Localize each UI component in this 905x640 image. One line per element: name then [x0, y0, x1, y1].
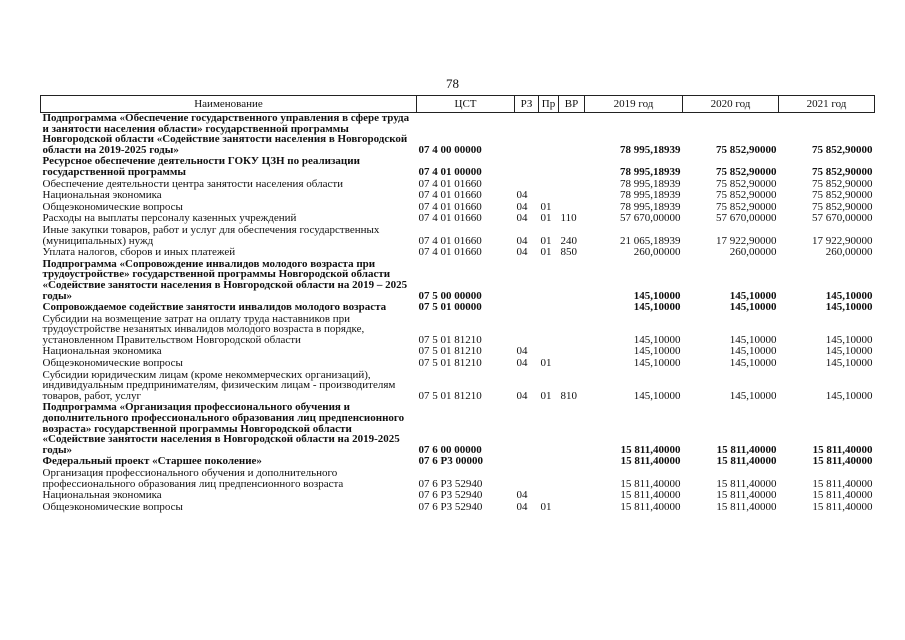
cell-2020: 145,10000: [729, 389, 777, 402]
cell-rz: [515, 156, 539, 178]
cell-pr: 01: [540, 357, 552, 370]
cell-rz: 04: [516, 212, 528, 225]
table-row: [41, 370, 875, 403]
header-name: Наименование: [41, 96, 417, 113]
cell-rz: 04: [516, 345, 528, 358]
cell-2020: 17 922,90000: [716, 234, 777, 247]
cell-pr: 01: [540, 212, 552, 225]
header-row: [41, 96, 875, 113]
cell-2021: 15 811,40000: [812, 477, 873, 490]
cell-pr: 01: [540, 200, 552, 213]
cell-2021: 75 852,90000: [812, 189, 873, 202]
cell-2020: 145,10000: [729, 333, 777, 346]
budget-table: [40, 95, 875, 513]
cell-name: Национальная экономика: [42, 489, 162, 502]
cell-cst: 07 4 01 01660: [418, 234, 482, 247]
cell-2020: 75 852,90000: [716, 177, 777, 190]
cell-2020: 15 811,40000: [716, 500, 777, 513]
cell-pr: [539, 456, 559, 468]
cell-2021: 15 811,40000: [812, 500, 873, 513]
cell-cst: 07 6 P3 00000: [418, 455, 483, 468]
cell-cst: 07 4 01 00000: [418, 165, 482, 178]
cell-cst: 07 5 01 81210: [418, 333, 482, 346]
cell-name: Сопровождаемое содействие занятости инвалидов молодого возраста: [42, 301, 387, 314]
cell-pr: [539, 179, 559, 191]
cell-cst: 07 6 P3 52940: [418, 477, 483, 490]
cell-vr: [559, 179, 585, 191]
cell-name: Организация профессионального обучения и дополнительного профессионального образования лиц предпенсионного возраста: [42, 467, 344, 490]
cell-vr: [559, 346, 585, 358]
cell-2019: 145,10000: [633, 301, 681, 314]
cell-2021: 145,10000: [825, 301, 873, 314]
cell-2019: 145,10000: [633, 345, 681, 358]
cell-2019: 15 811,40000: [620, 489, 681, 502]
cell-pr: [539, 314, 559, 347]
cell-vr: 850: [560, 246, 577, 259]
cell-rz: [515, 302, 539, 314]
cell-name: Подпрограмма «Организация профессионального обучения и дополнительного профессионального образования лиц предпенсионного возраста» государственной программы Новгородской области «Содействие занятости населения в Новгородской области на 2019-2025 годы»: [42, 401, 405, 456]
cell-2020: 145,10000: [729, 289, 777, 302]
cell-vr: [559, 456, 585, 468]
cell-rz: 04: [516, 234, 528, 247]
cell-rz: [515, 113, 539, 157]
cell-2019: 15 811,40000: [620, 477, 681, 490]
cell-name: Общеэкономические вопросы: [42, 500, 183, 513]
cell-name: Подпрограмма «Сопровождение инвалидов молодого возраста при трудоустройстве» государственной программы Новгородской области «Содействие занятости населения в Новгородской области на 2019 – 2025 годы»: [42, 257, 408, 302]
table-row: [41, 402, 875, 456]
cell-name: Национальная экономика: [42, 189, 162, 202]
cell-2020: 75 852,90000: [716, 165, 777, 178]
cell-vr: [559, 156, 585, 178]
cell-rz: 04: [516, 189, 528, 202]
cell-2021: 75 852,90000: [812, 177, 873, 190]
cell-cst: 07 5 01 81210: [418, 357, 482, 370]
cell-2021: 145,10000: [825, 289, 873, 302]
cell-vr: [559, 259, 585, 302]
cell-2019: 145,10000: [633, 389, 681, 402]
table-row: [41, 113, 875, 157]
table-row: [41, 190, 875, 202]
cell-pr: [539, 402, 559, 456]
cell-rz: 04: [516, 246, 528, 259]
cell-cst: 07 4 01 01660: [418, 200, 482, 213]
cell-name: Субсидии юридическим лицам (кроме некоммерческих организаций), индивидуальным предпринимателям, физическим лицам - производителям товаров, работ, услуг: [42, 368, 396, 402]
cell-pr: 01: [540, 389, 552, 402]
cell-pr: [539, 302, 559, 314]
cell-cst: 07 4 01 01660: [418, 246, 482, 259]
cell-rz: [515, 259, 539, 302]
cell-2019: 78 995,18939: [620, 165, 681, 178]
cell-name: Национальная экономика: [42, 345, 162, 358]
cell-2019: 21 065,18939: [620, 234, 681, 247]
cell-2019: 145,10000: [633, 357, 681, 370]
cell-2019: 145,10000: [633, 289, 681, 302]
cell-cst: 07 4 01 01660: [418, 189, 482, 202]
header-cst: ЦСТ: [417, 96, 515, 113]
cell-vr: 810: [560, 389, 577, 402]
cell-rz: [515, 314, 539, 347]
cell-2021: 15 811,40000: [812, 455, 873, 468]
cell-2021: 75 852,90000: [812, 143, 873, 156]
table-row: [41, 302, 875, 314]
table-row: [41, 225, 875, 247]
cell-rz: 04: [516, 200, 528, 213]
cell-rz: 04: [516, 389, 528, 402]
cell-2019: 15 811,40000: [620, 455, 681, 468]
cell-2021: 145,10000: [825, 333, 873, 346]
cell-vr: 110: [560, 212, 577, 225]
cell-cst: 07 5 01 81210: [418, 345, 482, 358]
cell-cst: 07 6 P3 52940: [418, 489, 483, 502]
cell-2019: 15 811,40000: [620, 443, 681, 456]
table-row: [41, 468, 875, 490]
cell-2021: 145,10000: [825, 357, 873, 370]
table-row: [41, 156, 875, 178]
cell-2019: 78 995,18939: [620, 189, 681, 202]
cell-rz: 04: [516, 500, 528, 513]
cell-name: Субсидии на возмещение затрат на оплату труда наставников при трудоустройстве незанятых инвалидов молодого возраста в порядке, установленном Правительством Новгородской области: [42, 312, 365, 346]
cell-2020: 75 852,90000: [716, 143, 777, 156]
table-body: [41, 113, 875, 514]
cell-rz: 04: [516, 357, 528, 370]
cell-2019: 57 670,00000: [620, 212, 681, 225]
cell-pr: [539, 259, 559, 302]
cell-2021: 260,00000: [825, 246, 873, 259]
cell-2019: 78 995,18939: [620, 200, 681, 213]
header-rz: РЗ: [515, 96, 539, 113]
cell-2020: 75 852,90000: [716, 200, 777, 213]
cell-rz: 04: [516, 489, 528, 502]
cell-cst: 07 4 00 00000: [418, 143, 482, 156]
cell-vr: [559, 468, 585, 490]
cell-name: Ресурсное обеспечение деятельности ГОКУ ЦЗН по реализации государственной программы: [42, 155, 360, 178]
cell-rz: [515, 402, 539, 456]
cell-2021: 15 811,40000: [812, 443, 873, 456]
table-row: [41, 247, 875, 259]
cell-2019: 78 995,18939: [620, 143, 681, 156]
cell-vr: [559, 302, 585, 314]
cell-vr: [559, 402, 585, 456]
cell-2021: 57 670,00000: [812, 212, 873, 225]
cell-name: Расходы на выплаты персоналу казенных учреждений: [42, 212, 297, 225]
cell-vr: [559, 190, 585, 202]
cell-pr: 01: [540, 234, 552, 247]
table-row: [41, 358, 875, 370]
header-2019: 2019 год: [585, 96, 683, 113]
page-number: 78: [446, 76, 459, 91]
cell-2020: 75 852,90000: [716, 189, 777, 202]
cell-2021: 145,10000: [825, 345, 873, 358]
cell-2020: 15 811,40000: [716, 443, 777, 456]
cell-pr: [539, 113, 559, 157]
header-vr: ВР: [559, 96, 585, 113]
cell-cst: 07 6 00 00000: [418, 443, 482, 456]
cell-2020: 15 811,40000: [716, 489, 777, 502]
table-row: [41, 259, 875, 302]
cell-name: Общеэкономические вопросы: [42, 200, 183, 213]
cell-2021: 75 852,90000: [812, 165, 873, 178]
cell-2019: 260,00000: [633, 246, 681, 259]
cell-vr: 240: [560, 234, 577, 247]
header-2020: 2020 год: [683, 96, 779, 113]
cell-pr: [539, 156, 559, 178]
cell-2021: 17 922,90000: [812, 234, 873, 247]
cell-2020: 15 811,40000: [716, 455, 777, 468]
cell-pr: 01: [540, 500, 552, 513]
cell-rz: [515, 468, 539, 490]
cell-2020: 145,10000: [729, 301, 777, 314]
cell-name: Иные закупки товаров, работ и услуг для обеспечения государственных (муниципальных) нужд: [42, 223, 380, 247]
cell-2020: 260,00000: [729, 246, 777, 259]
cell-2020: 145,10000: [729, 345, 777, 358]
cell-2021: 145,10000: [825, 389, 873, 402]
cell-cst: 07 5 01 81210: [418, 389, 482, 402]
cell-vr: [559, 490, 585, 502]
cell-rz: [515, 456, 539, 468]
cell-2020: 57 670,00000: [716, 212, 777, 225]
cell-pr: [539, 190, 559, 202]
table-row: [41, 502, 875, 514]
cell-2019: 15 811,40000: [620, 500, 681, 513]
cell-2020: 15 811,40000: [716, 477, 777, 490]
cell-2019: 78 995,18939: [620, 177, 681, 190]
cell-pr: [539, 468, 559, 490]
cell-cst: 07 4 01 01660: [418, 212, 482, 225]
cell-name: Подпрограмма «Обеспечение государственного управления в сфере труда и занятости населения области» государственной программы Новгородской области «Содействие занятости населения в Новгородской области на 2019-2025 годы»: [42, 112, 410, 156]
header-2021: 2021 год: [779, 96, 875, 113]
cell-vr: [559, 314, 585, 347]
cell-cst: 07 4 01 01660: [418, 177, 482, 190]
cell-vr: [559, 113, 585, 157]
cell-name: Обеспечение деятельности центра занятости населения области: [42, 177, 344, 190]
cell-pr: 01: [540, 246, 552, 259]
cell-vr: [559, 358, 585, 370]
header-pr: Пр: [539, 96, 559, 113]
cell-vr: [559, 502, 585, 514]
cell-cst: 07 6 P3 52940: [418, 500, 483, 513]
cell-name: Федеральный проект «Старшее поколение»: [42, 455, 262, 468]
table-row: [41, 314, 875, 347]
cell-name: Уплата налогов, сборов и иных платежей: [42, 246, 236, 259]
cell-cst: 07 5 00 00000: [418, 289, 482, 302]
cell-cst: 07 5 01 00000: [418, 301, 482, 314]
cell-2019: 145,10000: [633, 333, 681, 346]
cell-name: Общеэкономические вопросы: [42, 357, 183, 370]
cell-2021: 15 811,40000: [812, 489, 873, 502]
cell-2020: 145,10000: [729, 357, 777, 370]
cell-2021: 75 852,90000: [812, 200, 873, 213]
